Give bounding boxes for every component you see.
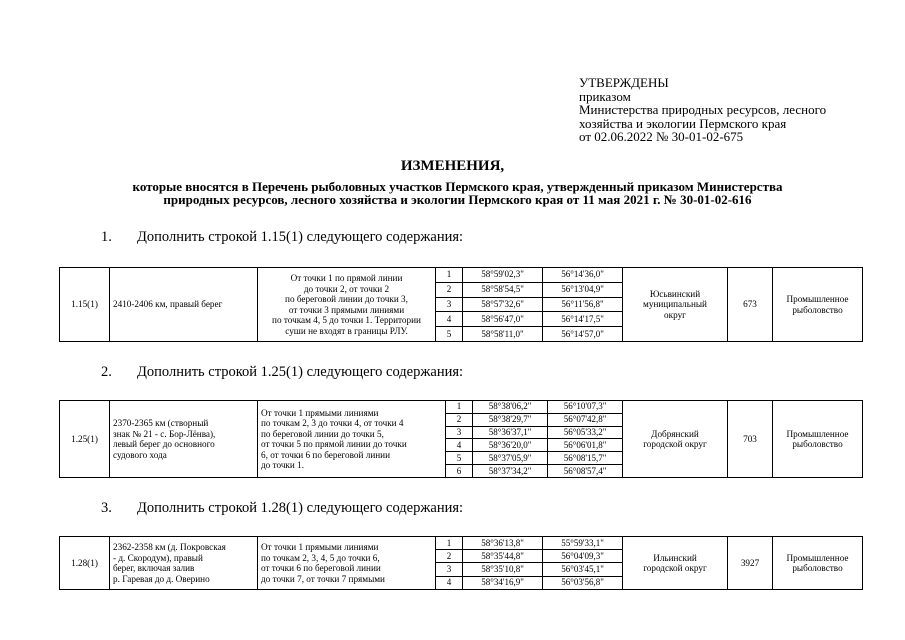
row-area: 703 — [728, 401, 773, 478]
approval-stamp — [579, 76, 826, 144]
type-line: рыболовство — [792, 563, 843, 573]
point-lon: 56°14'36,0" — [543, 268, 622, 282]
desc-line: От точки 1 по прямой линии — [290, 273, 403, 283]
row-code: 1.25(1) — [60, 401, 110, 478]
coord-row — [436, 268, 622, 282]
coord-row — [446, 401, 622, 413]
coord-row — [446, 413, 622, 426]
point-number: 2 — [436, 282, 463, 297]
point-lat: 58°36'37,1" — [473, 426, 548, 439]
coord-row — [436, 537, 622, 550]
subtitle-line: которые вносятся в Перечень рыболовных участков Пермского края, утвержденный приказом Министерства — [132, 179, 783, 194]
desc-line: по береговой линии до точки 5, — [261, 428, 384, 439]
document-subtitle — [40, 180, 875, 206]
name-line: знак № 21 - с. Бор-Лёнва), — [113, 428, 216, 439]
coord-row — [436, 312, 622, 327]
table-row-1-15-1 — [59, 267, 863, 342]
coord-row — [446, 465, 622, 477]
item-number: 1. — [101, 229, 112, 245]
desc-line: до точки 1. — [261, 460, 305, 470]
coord-row — [436, 563, 622, 576]
point-lon: 56°04'09,3" — [543, 550, 622, 563]
coordinates-cell — [436, 537, 623, 590]
point-lat: 58°58'54,5" — [463, 282, 543, 297]
item-text: Дополнить строкой 1.15(1) следующего содержания: — [137, 229, 464, 245]
approval-line: УТВЕРЖДЕНЫ — [579, 75, 669, 90]
type-line: рыболовство — [792, 304, 843, 315]
point-lon: 55°59'33,1" — [543, 537, 622, 550]
row-district — [623, 268, 728, 342]
desc-line: от точки 5 по прямой линии до точки — [261, 439, 407, 449]
point-lat: 58°38'06,2" — [473, 401, 548, 413]
desc-line: до точки 2, от точки 2 — [303, 283, 390, 294]
row-code: 1.15(1) — [60, 268, 110, 342]
point-lon: 56°03'45,1" — [543, 563, 622, 576]
point-lon: 56°08'57,4" — [548, 465, 622, 477]
approval-line: от 02.06.2022 № 30-01-02-675 — [579, 129, 744, 145]
point-number: 1 — [446, 401, 473, 413]
point-lon: 56°05'33,2" — [548, 426, 622, 439]
row-type — [773, 537, 863, 590]
row-type — [773, 268, 863, 342]
point-number: 5 — [446, 452, 473, 465]
name-line: судового хода — [113, 449, 167, 460]
item-number: 2. — [101, 364, 112, 380]
district-line: Ильинский — [653, 552, 697, 563]
desc-line: от точки 3 прямыми линиями — [288, 304, 405, 315]
point-lon: 56°07'42,8" — [548, 413, 622, 426]
type-line: Промышленное — [786, 552, 849, 563]
point-lat: 58°37'05,9" — [473, 452, 548, 465]
point-number: 1 — [436, 268, 463, 282]
type-line: Промышленное — [786, 428, 849, 439]
row-district — [623, 401, 728, 478]
district-line: Добрянский — [651, 428, 699, 439]
point-lat: 58°35'44,8" — [463, 550, 543, 563]
row-area: 3927 — [728, 537, 773, 590]
district-line: городской округ — [643, 563, 707, 573]
coordinates-cell — [436, 268, 623, 342]
point-number: 2 — [446, 413, 473, 426]
document-title: ИЗМЕНЕНИЯ, — [400, 158, 505, 174]
coordinates-table — [436, 268, 622, 341]
point-lat: 58°36'20,0" — [473, 439, 548, 452]
desc-line: от точки 6 по береговой линии — [261, 563, 381, 573]
item-heading-3 — [101, 500, 463, 517]
point-lat: 58°37'34,2" — [473, 465, 548, 477]
row-name — [110, 401, 258, 478]
point-lat: 58°56'47,0" — [463, 312, 543, 327]
district-line: муниципальный — [643, 299, 707, 310]
desc-line: От точки 1 прямыми линиями — [261, 407, 379, 418]
coord-row — [436, 297, 622, 312]
district-line: Юсьвинский — [649, 288, 701, 299]
point-number: 4 — [436, 312, 463, 327]
point-number: 4 — [436, 576, 463, 589]
approval-line: хозяйства и экологии Пермского края — [579, 115, 787, 131]
point-lat: 58°34'16,9" — [463, 576, 543, 589]
coord-row — [436, 327, 622, 341]
coord-row — [446, 452, 622, 465]
table-row-1-28-1 — [59, 536, 863, 590]
name-line: 2370-2365 км (створный — [113, 418, 209, 428]
point-number: 4 — [446, 439, 473, 452]
point-number: 3 — [436, 297, 463, 312]
coordinates-table — [436, 537, 622, 589]
point-lat: 58°35'10,8" — [463, 563, 543, 576]
coord-row — [436, 576, 622, 589]
coordinates-table — [446, 401, 622, 477]
name-line: берег, включая залив — [113, 563, 195, 573]
desc-line: 6, от точки 6 по береговой линии — [261, 449, 390, 460]
type-line: Промышленное — [786, 294, 849, 304]
name-line: - д. Скородум), правый — [113, 552, 203, 563]
item-text: Дополнить строкой 1.28(1) следующего содержания: — [137, 500, 464, 516]
district-line: округ — [664, 309, 686, 320]
point-lon: 56°14'17,5" — [543, 312, 622, 327]
name-line: 2362-2358 км (д. Покровская — [113, 542, 226, 552]
desc-line: суши не входят в границы РЛУ. — [285, 325, 408, 336]
point-lon: 56°10'07,3" — [548, 401, 622, 413]
desc-line: по точкам 2, 3 до точки 4, от точки 4 — [261, 418, 404, 428]
point-number: 6 — [446, 465, 473, 477]
coord-row — [436, 550, 622, 563]
point-number: 1 — [436, 537, 463, 550]
row-description — [258, 537, 436, 590]
row-code: 1.28(1) — [60, 537, 110, 590]
approval-line: Министерства природных ресурсов, лесного — [579, 102, 827, 118]
point-lon: 56°08'15,7" — [548, 452, 622, 465]
row-name — [110, 537, 258, 590]
row-district — [623, 537, 728, 590]
coord-row — [446, 426, 622, 439]
point-number: 3 — [436, 563, 463, 576]
item-number: 3. — [101, 500, 112, 516]
row-description — [258, 268, 436, 342]
row-type — [773, 401, 863, 478]
point-lon: 56°13'04,9" — [543, 282, 622, 297]
name-line: р. Гаревая до д. Оверино — [113, 573, 210, 584]
coord-row — [446, 439, 622, 452]
point-lat: 58°38'29,7" — [473, 413, 548, 426]
point-lat: 58°57'32,6" — [463, 297, 543, 312]
point-number: 3 — [446, 426, 473, 439]
item-text: Дополнить строкой 1.25(1) следующего содержания: — [137, 364, 464, 380]
coord-row — [436, 282, 622, 297]
desc-line: по точкам 2, 3, 4, 5 до точки 6, — [261, 552, 380, 563]
desc-line: до точки 7, от точки 7 прямыми — [261, 573, 385, 584]
district-line: городской округ — [643, 439, 707, 449]
item-heading-1 — [101, 229, 463, 246]
type-line: рыболовство — [792, 439, 843, 449]
point-lat: 58°58'11,0" — [463, 327, 543, 341]
subtitle-line: природных ресурсов, лесного хозяйства и экологии Пермского края от 11 мая 2021 г. № 30-01-02-616 — [163, 192, 752, 207]
item-heading-2 — [101, 364, 463, 381]
desc-line: От точки 1 прямыми линиями — [261, 542, 379, 552]
point-lon: 56°11'56,8" — [543, 297, 622, 312]
point-lon: 56°03'56,8" — [543, 576, 622, 589]
table-row-1-25-1 — [59, 400, 863, 478]
desc-line: по береговой линии до точки 3, — [285, 294, 408, 304]
point-lat: 58°36'13,8" — [463, 537, 543, 550]
point-lon: 56°06'01,8" — [548, 439, 622, 452]
point-lat: 58°59'02,3" — [463, 268, 543, 282]
point-number: 2 — [436, 550, 463, 563]
row-description — [258, 401, 446, 478]
name-line: левый берег до основного — [113, 439, 215, 449]
approval-line: приказом — [579, 88, 631, 104]
row-area: 673 — [728, 268, 773, 342]
row-name: 2410-2406 км, правый берег — [110, 268, 258, 342]
coordinates-cell — [446, 401, 623, 478]
point-number: 5 — [436, 327, 463, 341]
point-lon: 56°14'57,0" — [543, 327, 622, 341]
desc-line: по точкам 4, 5 до точки 1. Территории — [272, 315, 421, 325]
